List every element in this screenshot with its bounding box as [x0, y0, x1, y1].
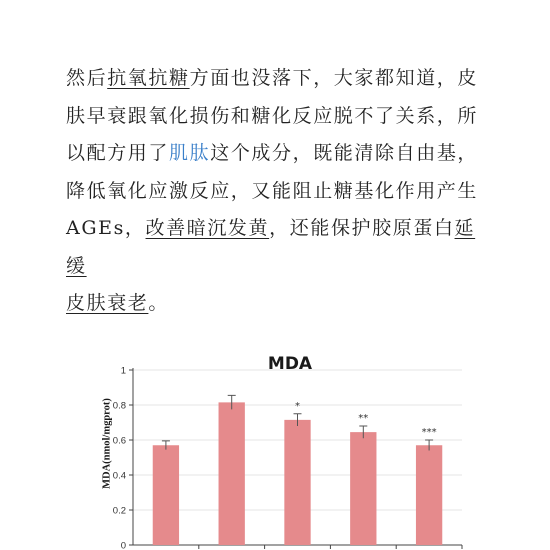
chart-significance-label: ** — [358, 413, 369, 424]
chart-y-tick-label: 0 — [120, 540, 126, 550]
chart-significance-label: *** — [421, 427, 437, 438]
underlined-phrase: 延缓 — [66, 217, 476, 277]
text-run: 然后 — [66, 67, 108, 89]
chart-y-tick-label: 0.4 — [112, 470, 126, 482]
text-run: 这个成分，既能清除自由基， — [210, 142, 479, 164]
article-line — [66, 135, 490, 173]
chart-y-axis-label: MDA(nmol/mgprot) — [101, 398, 113, 489]
chart-y-tick-label: 1 — [120, 365, 126, 377]
text-run: 方面也没落下，大家都知道，皮 — [189, 67, 479, 89]
chart-bar — [416, 445, 442, 545]
underlined-phrase: 皮肤衰老 — [66, 292, 149, 314]
underlined-phrase: 改善暗沉发黄 — [145, 217, 270, 239]
underlined-phrase: 抗氧抗糖 — [107, 67, 190, 89]
text-run: 。 — [148, 292, 170, 314]
text-run: 降低氧化应激反应，又能阻止糖基化作用产生 — [66, 179, 479, 202]
article-line — [66, 285, 490, 323]
chart-bar — [153, 445, 179, 545]
chart-title: MDA — [267, 354, 313, 374]
article-line — [66, 60, 490, 98]
chart-bar — [219, 402, 245, 545]
chart-plot — [94, 348, 486, 550]
article-text — [66, 60, 490, 323]
text-run: AGEs， — [66, 217, 146, 239]
chart-y-tick-label: 0.6 — [112, 435, 126, 447]
article-line — [66, 173, 490, 211]
chart-y-tick-label: 0.2 — [112, 505, 126, 517]
chart-bar — [350, 432, 376, 545]
chart-bar — [284, 420, 310, 545]
text-run: 肤早衰跟氧化损伤和糖化反应脱不了关系，所 — [66, 104, 479, 127]
text-run: ，还能保护胶原蛋白 — [269, 217, 455, 239]
article-line — [66, 98, 490, 136]
article-line — [66, 210, 490, 285]
text-run: 以配方用了 — [66, 142, 170, 164]
keyword-link[interactable]: 肌肽 — [169, 142, 211, 164]
chart-y-tick-label: 0.8 — [112, 400, 126, 412]
mda-chart — [94, 348, 486, 550]
chart-significance-label: * — [295, 400, 300, 412]
